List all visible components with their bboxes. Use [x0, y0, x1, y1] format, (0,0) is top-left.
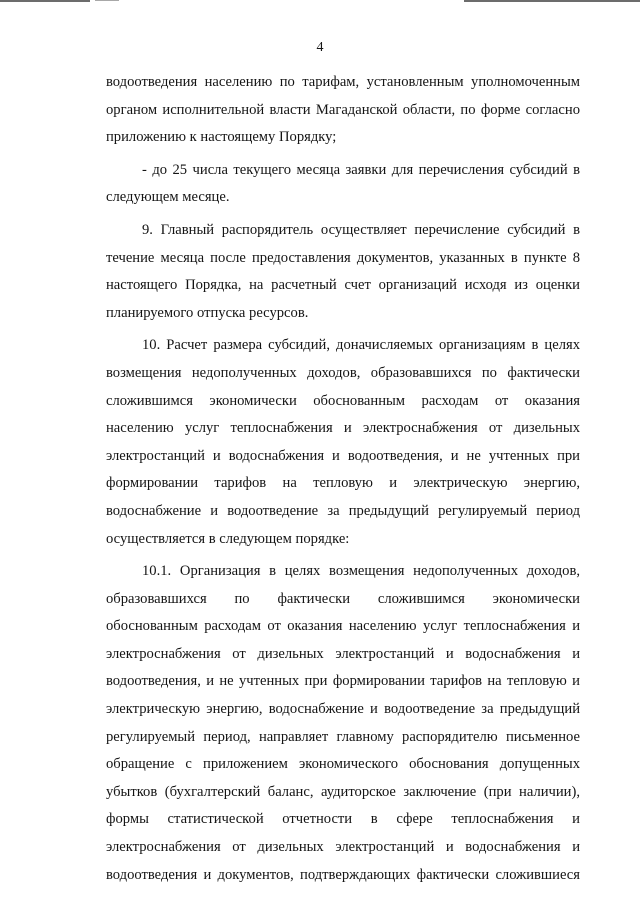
- text-line: электростанций и водоснабжения и водоотведения, и не учтенных при: [106, 447, 580, 464]
- scan-edge-mark: [95, 0, 119, 4]
- text-line: сложившимся экономически обоснованным расходам от оказания: [106, 392, 580, 409]
- text-line: водоотведения, и не учтенных при формировании тарифов на тепловую и: [106, 673, 580, 690]
- text-line: - до 25 числа текущего месяца заявки для перечисления субсидий в: [142, 161, 580, 178]
- text-line: течение месяца после предоставления документов, указанных в пункте 8: [106, 249, 580, 266]
- text-line: возмещения недополученных доходов, образовавшихся по фактически: [106, 364, 580, 381]
- text-line: электроснабжения от дизельных электростанций и водоснабжения и: [106, 645, 580, 662]
- text-line: электрическую энергию, водоснабжение и водоотведение за предыдущий: [106, 701, 580, 718]
- text-line: регулируемый период, направляет главному распорядителю письменное: [106, 728, 580, 745]
- page-number: 4: [316, 40, 324, 55]
- text-line: формировании тарифов на тепловую и электрическую энергию,: [106, 475, 580, 492]
- text-line: населению услуг теплоснабжения и электроснабжения от дизельных: [106, 420, 580, 437]
- text-line: планируемого отпуска ресурсов.: [106, 304, 309, 321]
- text-line: осуществляется в следующем порядке:: [106, 530, 350, 547]
- text-line: формы статистической отчетности в сфере теплоснабжения и: [106, 811, 580, 828]
- scan-edge-left: [0, 0, 90, 5]
- text-line: органом исполнительной власти Магаданской области, по форме согласно: [106, 101, 580, 118]
- text-line: водоотведения населению по тарифам, установленным уполномоченным: [106, 74, 580, 90]
- text-line: 10. Расчет размера субсидий, доначисляемых организациям в целях: [142, 337, 580, 354]
- text-line: обращение с приложением экономического обоснования допущенных: [106, 756, 580, 773]
- text-line: образовавшихся по фактически сложившимся экономически: [106, 590, 580, 607]
- text-line: обоснованным расходам от оказания населению услуг теплоснабжения и: [106, 618, 580, 635]
- text-line: 10.1. Организация в целях возмещения недополученных доходов,: [142, 563, 580, 580]
- text-line: следующем месяце.: [106, 189, 230, 206]
- text-line: 9. Главный распорядитель осуществляет перечисление субсидий в: [142, 221, 580, 238]
- scan-edge-right: [464, 0, 640, 5]
- document-body: [106, 69, 580, 889]
- text-line: электроснабжения от дизельных электростанций и водоснабжения и: [106, 839, 580, 856]
- text-line: водоснабжение и водоотведение за предыдущий регулируемый период: [106, 502, 580, 519]
- text-line: приложению к настоящему Порядку;: [106, 129, 337, 146]
- text-line: убытков (бухгалтерский баланс, аудиторское заключение (при наличии),: [106, 783, 580, 800]
- text-line: водоотведения и документов, подтверждающих фактически сложившиеся: [106, 866, 580, 883]
- text-line: настоящего Порядка, на расчетный счет организаций исходя из оценки: [106, 277, 580, 294]
